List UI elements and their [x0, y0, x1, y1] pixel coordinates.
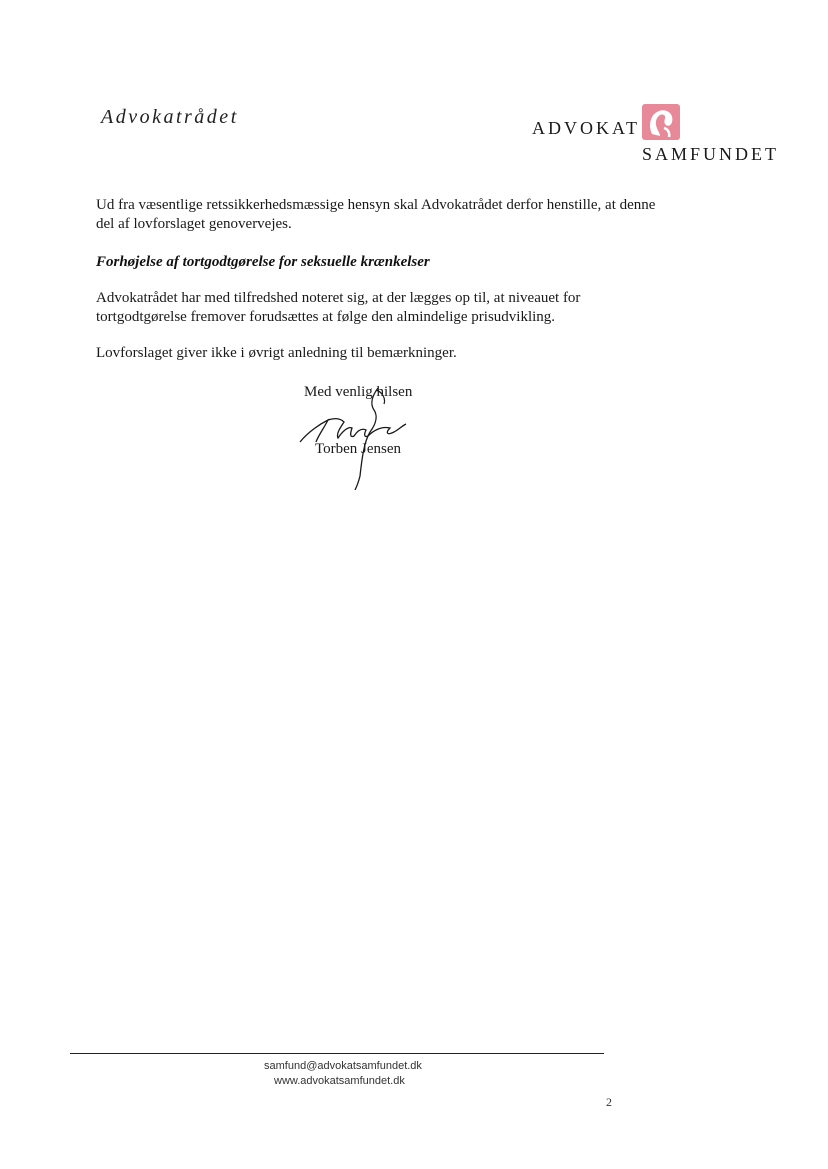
paragraph-reconsider: Ud fra væsentlige retssikkerhedsmæssige hensyn skal Advokatrådet derfor henstille, at denne del af lovforslaget genovervejes.: [96, 197, 656, 232]
logo-text-line1: ADVOKAT: [532, 118, 640, 138]
footer-website-link[interactable]: www.advokatsamfundet.dk: [274, 1075, 405, 1087]
organization-logo: [532, 104, 792, 170]
advokatsamfundet-logo-icon: [642, 104, 680, 140]
handwritten-signature-icon: [290, 380, 420, 490]
paragraph-price-development: Advokatrådet har med tilfredshed noteret sig, at der lægges op til, at niveauet for tortgodtgørelse fremover forudsættes at følge den almindelige prisudvikling.: [96, 290, 581, 325]
section-heading: Forhøjelse af tortgodtgørelse for seksuelle krænkelser: [96, 254, 430, 270]
signer-name: Torben Jensen: [315, 441, 402, 457]
page-number: 2: [606, 1095, 612, 1109]
paragraph-no-remarks: Lovforslaget giver ikke i øvrigt anledning til bemærkninger.: [96, 345, 457, 361]
logo-text-line2: SAMFUNDET: [642, 144, 780, 164]
footer-email-link[interactable]: samfund@advokatsamfundet.dk: [264, 1060, 422, 1072]
department-name: Advokatrådet: [101, 106, 239, 128]
footer-divider: [70, 1053, 604, 1054]
closing-salutation: Med venlig hilsen: [304, 384, 413, 400]
